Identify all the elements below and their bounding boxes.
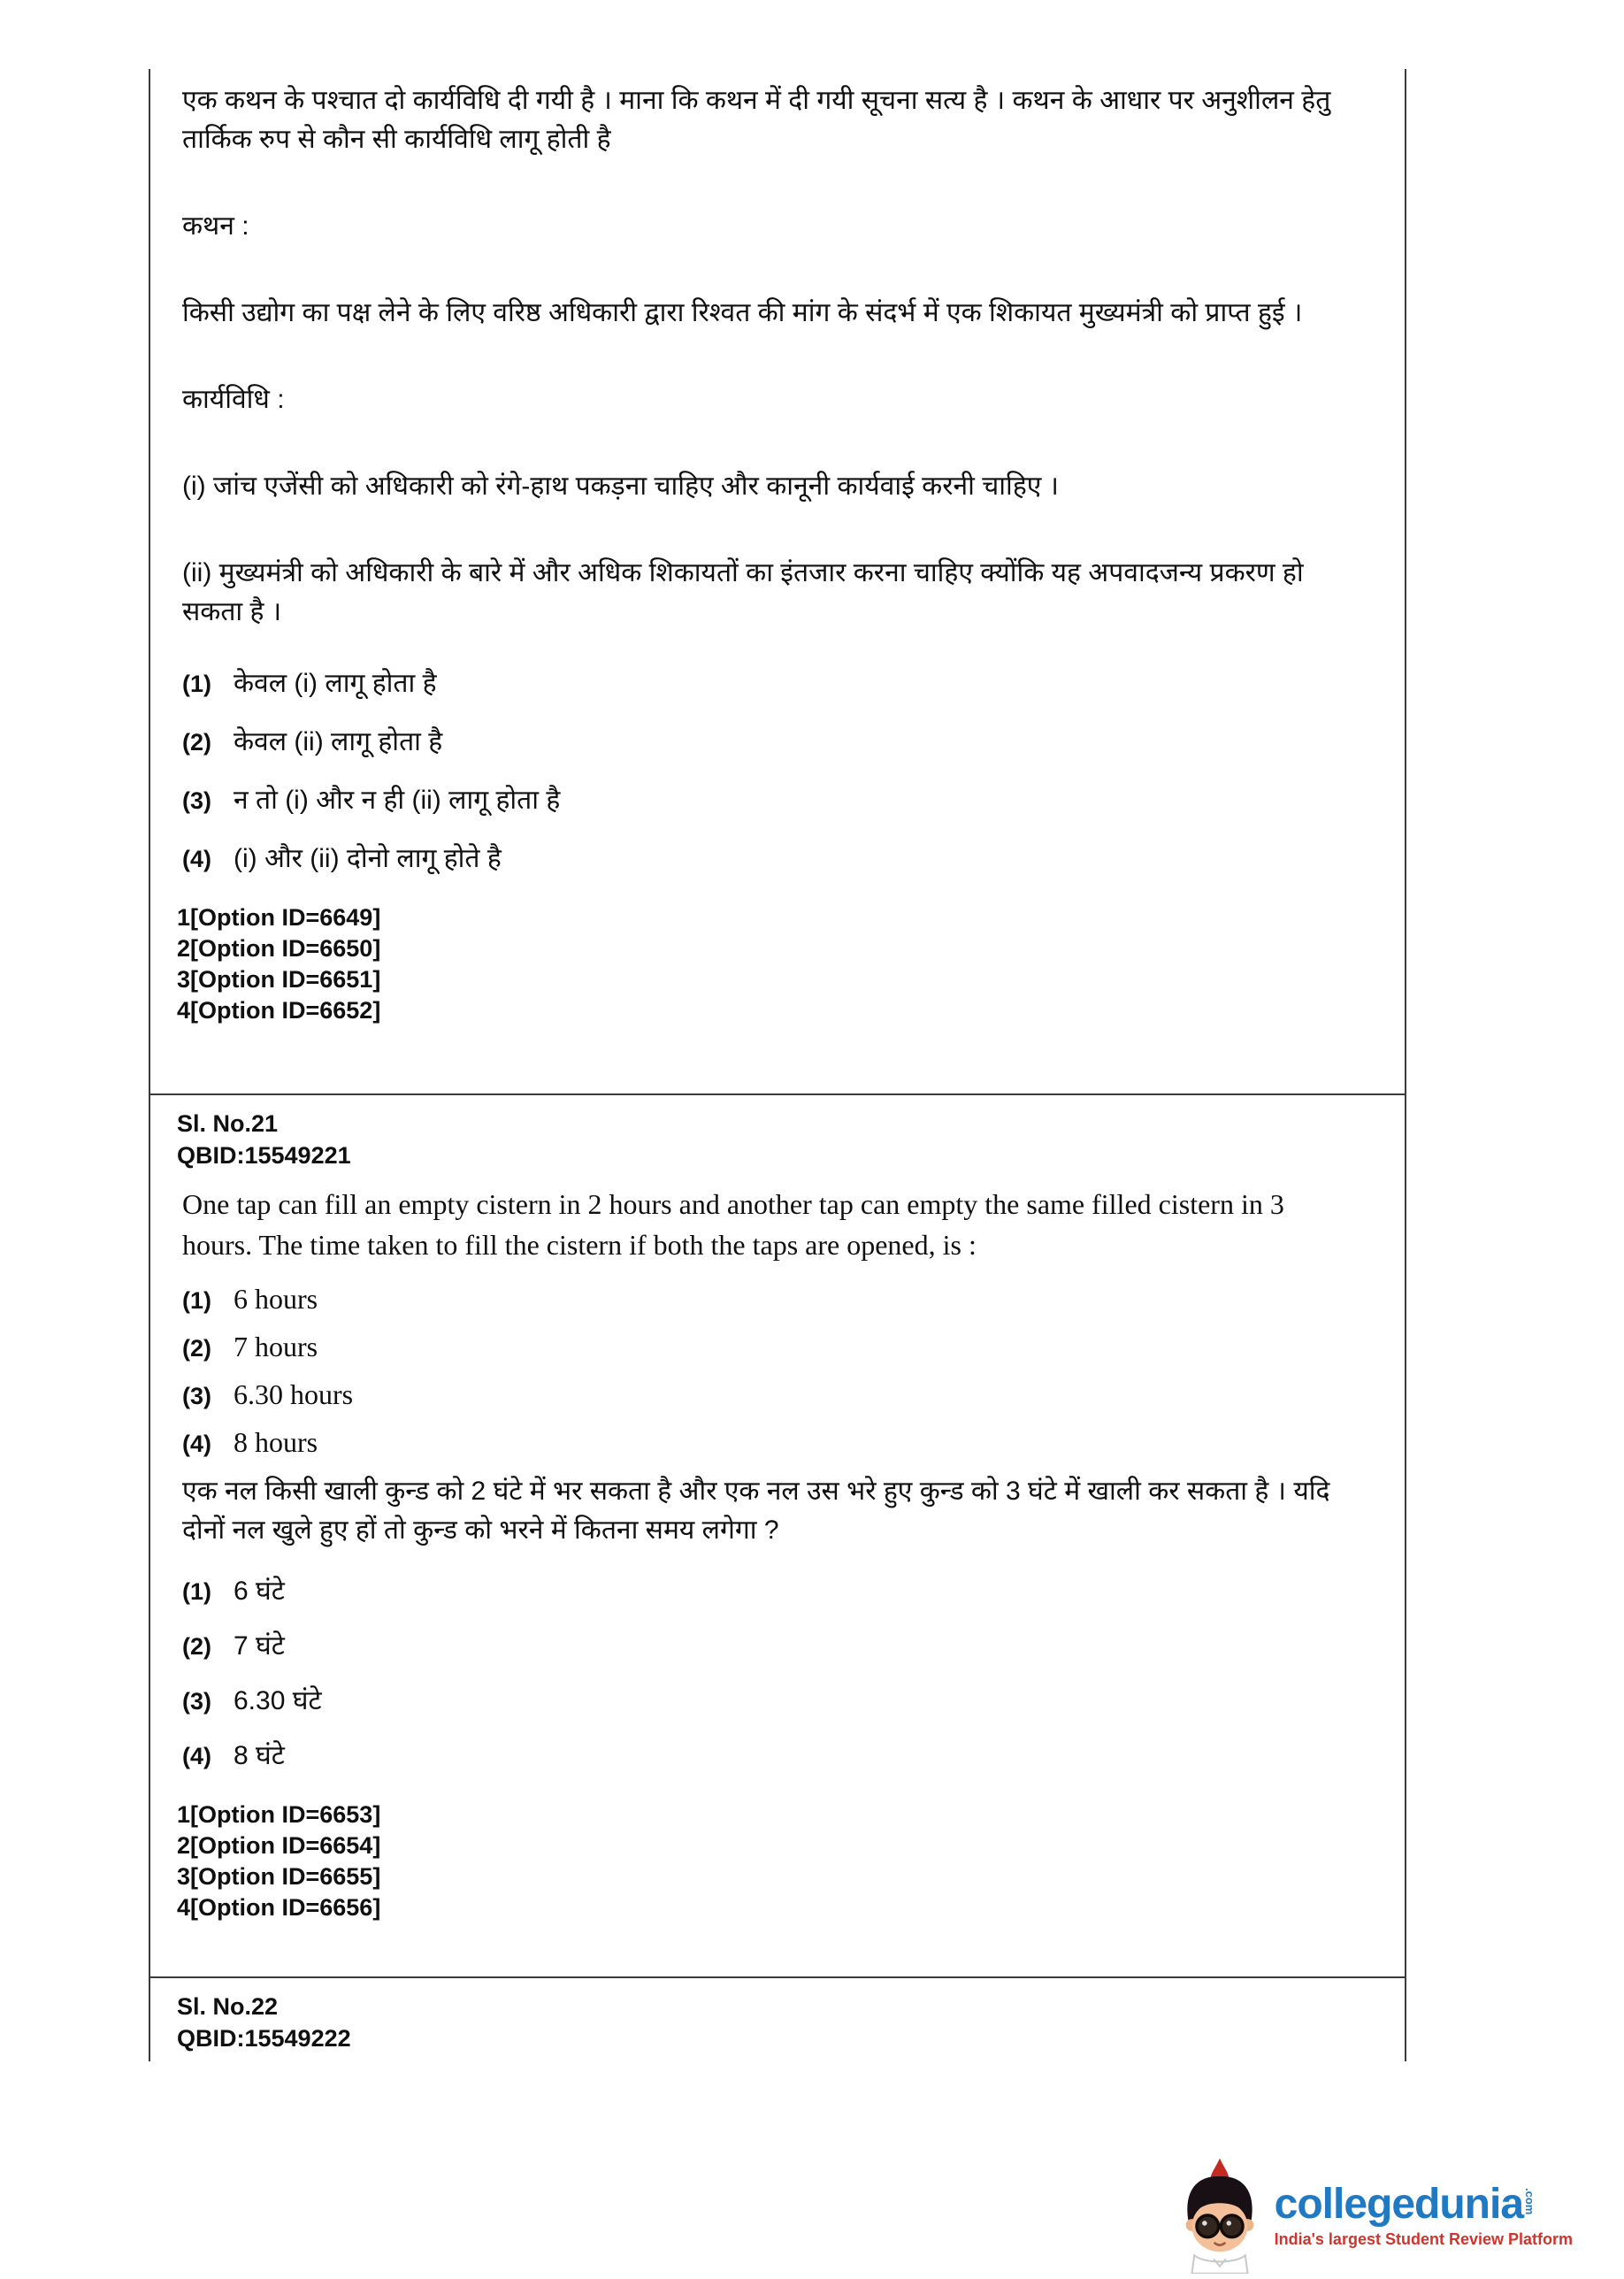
serial-number: Sl. No.22 bbox=[177, 1993, 279, 2020]
option-number: (1) bbox=[182, 671, 211, 697]
option-label: 6 hours bbox=[234, 1283, 318, 1315]
option-number: (3) bbox=[182, 1688, 211, 1715]
question-20-section bbox=[150, 69, 1405, 1093]
option-number: (4) bbox=[182, 1743, 211, 1769]
option-row bbox=[182, 840, 1355, 878]
option-label: 8 hours bbox=[234, 1426, 318, 1458]
option-id-line: 2[Option ID=6654] bbox=[177, 1832, 381, 1859]
question-intro: एक कथन के पश्चात दो कार्यविधि दी गयी है । माना कि कथन में दी गयी सूचना सत्य है । कथन के आधार पर अनुशीलन हेतु तार्किक रुप से कौन सी कार्यविधि लागू होती है bbox=[182, 86, 1331, 154]
option-label: 7 hours bbox=[234, 1331, 318, 1362]
qbid: QBID:15549222 bbox=[177, 2025, 351, 2052]
statement-text: किसी उद्योग का पक्ष लेने के लिए वरिष्ठ अधिकारी द्वारा रिश्वत की मांग के संदर्भ में एक शिकायत मुख्यमंत्री को प्राप्त हुई । bbox=[182, 298, 1303, 327]
question-21-options-hindi bbox=[177, 1573, 1355, 1775]
option-row bbox=[182, 1738, 1355, 1775]
option-label: 7 घंटे bbox=[234, 1631, 285, 1661]
option-id-line: 4[Option ID=6656] bbox=[177, 1894, 381, 1921]
action-ii-text: (ii) मुख्यमंत्री को अधिकारी के बारे में और अधिक शिकायतों का इंतजार करना चाहिए क्योंकि यह अपवादजन्य प्रकरण हो सकता है । bbox=[182, 558, 1304, 626]
action-i-text: (i) जांच एजेंसी को अधिकारी को रंगे-हाथ पकड़ना चाहिए और कानूनी कार्यवाई करनी चाहिए । bbox=[182, 472, 1060, 501]
brand-suffix: .com bbox=[1523, 2187, 1537, 2214]
option-row bbox=[182, 1683, 1355, 1720]
option-row bbox=[182, 1281, 1355, 1316]
option-id-block bbox=[177, 902, 1355, 1026]
brand-name-row bbox=[1274, 2180, 1537, 2228]
question-21-section bbox=[150, 1093, 1405, 1976]
serial-number: Sl. No.21 bbox=[177, 1110, 279, 1137]
option-number: (2) bbox=[182, 1633, 211, 1660]
option-number: (3) bbox=[182, 787, 211, 814]
collegedunia-logo bbox=[1177, 2157, 1573, 2274]
option-id-line: 1[Option ID=6649] bbox=[177, 904, 381, 931]
option-id-line: 3[Option ID=6655] bbox=[177, 1863, 381, 1890]
option-id-line: 4[Option ID=6652] bbox=[177, 997, 381, 1024]
option-label: 6.30 hours bbox=[234, 1378, 354, 1410]
question-text-hindi: एक नल किसी खाली कुन्ड को 2 घंटे में भर सकता है और एक नल उस भरे हुए कुन्ड को 3 घंटे में खाली कर सकता है । यदि दोनों नल खुले हुए हों तो कुन्ड को भरने में कितना समय लगेगा ? bbox=[182, 1477, 1330, 1545]
option-row bbox=[182, 1573, 1355, 1610]
question-table bbox=[149, 69, 1406, 2061]
option-row bbox=[182, 782, 1355, 819]
option-id-block bbox=[177, 1799, 1355, 1923]
option-number: (3) bbox=[182, 1383, 211, 1409]
qbid: QBID:15549221 bbox=[177, 1142, 351, 1169]
question-20-options bbox=[177, 665, 1355, 878]
question-21-options-english bbox=[177, 1281, 1355, 1460]
option-number: (1) bbox=[182, 1578, 211, 1605]
action-label: कार्यविधि : bbox=[182, 385, 285, 414]
option-row bbox=[182, 1329, 1355, 1364]
option-id-line: 2[Option ID=6650] bbox=[177, 935, 381, 962]
option-label: केवल (i) लागू होता है bbox=[234, 669, 437, 698]
option-row bbox=[182, 724, 1355, 761]
question-22-section bbox=[150, 1976, 1405, 2061]
option-number: (1) bbox=[182, 1287, 211, 1314]
statement-label: कथन : bbox=[182, 211, 249, 241]
question-meta bbox=[177, 1991, 1355, 2054]
option-number: (4) bbox=[182, 1431, 211, 1457]
option-id-line: 1[Option ID=6653] bbox=[177, 1801, 381, 1828]
brand-tagline: India's largest Student Review Platform bbox=[1274, 2229, 1573, 2248]
option-label: 6 घंटे bbox=[234, 1577, 285, 1606]
option-row bbox=[182, 665, 1355, 702]
option-label: 6.30 घंटे bbox=[234, 1686, 322, 1715]
option-row bbox=[182, 1628, 1355, 1665]
option-label: 8 घंटे bbox=[234, 1741, 285, 1770]
question-text-english: One tap can fill an empty cistern in 2 hours and another tap can empty the same filled cistern in 3 hours. The time taken to fill the cistern if both the taps are opened, is : bbox=[182, 1188, 1284, 1261]
option-number: (2) bbox=[182, 729, 211, 756]
brand-name: collegedunia bbox=[1274, 2180, 1524, 2228]
brand-text bbox=[1274, 2180, 1573, 2249]
option-number: (4) bbox=[182, 846, 211, 872]
option-number: (2) bbox=[182, 1335, 211, 1362]
option-label: केवल (ii) लागू होता है bbox=[234, 727, 443, 756]
option-row bbox=[182, 1424, 1355, 1460]
mascot-icon bbox=[1177, 2157, 1262, 2274]
option-id-line: 3[Option ID=6651] bbox=[177, 966, 381, 993]
question-meta bbox=[177, 1108, 1355, 1171]
option-row bbox=[182, 1377, 1355, 1412]
option-label: न तो (i) और न ही (ii) लागू होता है bbox=[234, 786, 561, 815]
option-label: (i) और (ii) दोनो लागू होते है bbox=[234, 844, 502, 873]
